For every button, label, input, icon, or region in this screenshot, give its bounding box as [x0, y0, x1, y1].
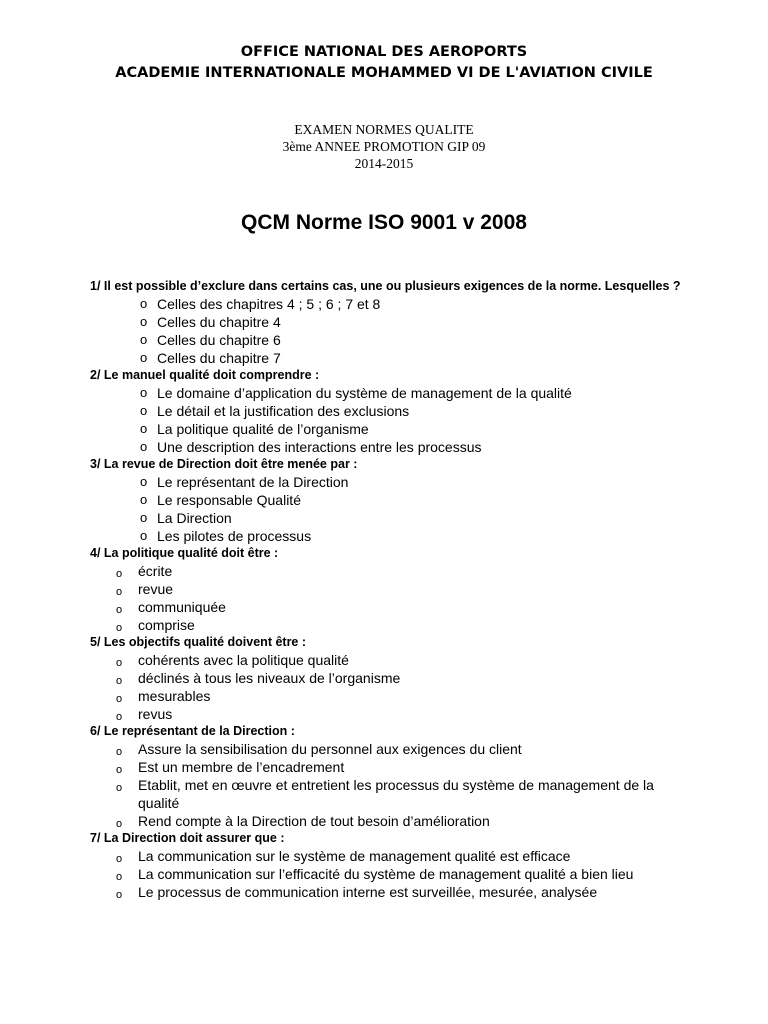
circle-bullet-icon: o [140, 314, 148, 329]
question-block [90, 830, 690, 901]
circle-bullet-icon: o [116, 746, 123, 758]
answer-list [90, 651, 690, 723]
exam-promotion: 3ème ANNEE PROMOTION GIP 09 [282, 139, 486, 154]
circle-bullet-icon: o [140, 421, 148, 436]
answer-list [90, 562, 690, 634]
answer-option [90, 509, 690, 527]
answer-list [90, 295, 690, 367]
circle-bullet-icon: o [140, 332, 148, 347]
answer-option [90, 883, 690, 901]
answer-text: Rend compte à la Direction de tout besoin d’amélioration [138, 813, 490, 829]
circle-bullet-icon: o [116, 568, 123, 580]
answer-option [90, 420, 690, 438]
circle-bullet-icon: o [116, 889, 123, 901]
answer-option [90, 847, 690, 865]
question-title: 1/ Il est possible d’exclure dans certains cas, une ou plusieurs exigences de la norme. Lesquelles ? [90, 279, 681, 293]
answer-option [90, 527, 690, 545]
answer-text: Une description des interactions entre les processus [157, 439, 482, 455]
question-title: 5/ Les objectifs qualité doivent être : [90, 635, 307, 649]
circle-bullet-icon: o [140, 403, 148, 418]
answer-option [90, 402, 690, 420]
answer-option [90, 295, 690, 313]
answer-option [90, 758, 690, 776]
question-list [90, 278, 690, 901]
circle-bullet-icon: o [116, 675, 123, 687]
circle-bullet-icon: o [116, 782, 123, 794]
answer-text: Celles du chapitre 7 [157, 350, 281, 366]
circle-bullet-icon: o [140, 296, 148, 311]
circle-bullet-icon: o [140, 492, 148, 507]
answer-option [90, 669, 690, 687]
question-block [90, 545, 690, 634]
answer-text: Etablit, met en œuvre et entretient les processus du système de management de la qualité [138, 777, 654, 811]
answer-text: revus [138, 706, 173, 722]
question-block [90, 456, 690, 545]
answer-option [90, 580, 690, 598]
answer-option [90, 562, 690, 580]
circle-bullet-icon: o [140, 528, 148, 543]
answer-text: Le détail et la justification des exclusions [157, 403, 410, 419]
circle-bullet-icon: o [116, 711, 123, 723]
circle-bullet-icon: o [140, 385, 148, 400]
question-title: 6/ Le représentant de la Direction : [90, 724, 295, 738]
answer-text: Le processus de communication interne est surveillée, mesurée, analysée [138, 884, 598, 900]
question-block [90, 278, 690, 367]
answer-list [90, 384, 690, 456]
question-title: 4/ La politique qualité doit être : [90, 546, 279, 560]
answer-text: La politique qualité de l’organisme [157, 421, 369, 437]
circle-bullet-icon: o [140, 510, 148, 525]
exam-title: EXAMEN NORMES QUALITE [294, 122, 474, 137]
answer-list [90, 740, 690, 830]
circle-bullet-icon: o [116, 586, 123, 598]
answer-option [90, 598, 690, 616]
answer-option [90, 740, 690, 758]
answer-text: La Direction [157, 510, 232, 526]
org-name: OFFICE NATIONAL DES AEROPORTS [240, 44, 528, 60]
answer-option [90, 313, 690, 331]
answer-text: Le domaine d’application du système de management de la qualité [157, 385, 572, 401]
exam-year: 2014-2015 [354, 156, 414, 171]
answer-text: La communication sur le système de management qualité est efficace [138, 848, 571, 864]
question-block [90, 634, 690, 723]
answer-option [90, 438, 690, 456]
question-title: 3/ La revue de Direction doit être menée par : [90, 457, 358, 471]
answer-text: communiquée [138, 599, 226, 615]
answer-option [90, 473, 690, 491]
answer-text: Est un membre de l’encadrement [138, 759, 345, 775]
answer-option [90, 812, 690, 830]
answer-text: La communication sur l’efficacité du système de management qualité a bien lieu [138, 866, 634, 882]
answer-text: déclinés à tous les niveaux de l’organisme [138, 670, 401, 686]
answer-option [90, 616, 690, 634]
answer-text: mesurables [138, 688, 211, 704]
answer-option [90, 705, 690, 723]
circle-bullet-icon: o [140, 350, 148, 365]
answer-option [90, 384, 690, 402]
question-block [90, 367, 690, 456]
answer-option [90, 349, 690, 367]
circle-bullet-icon: o [116, 764, 123, 776]
institution-header [0, 42, 768, 84]
circle-bullet-icon: o [116, 853, 123, 865]
answer-text: écrite [138, 563, 173, 579]
answer-text: Celles du chapitre 6 [157, 332, 281, 348]
circle-bullet-icon: o [116, 818, 123, 830]
question-block [90, 723, 690, 830]
question-title: 7/ La Direction doit assurer que : [90, 831, 285, 845]
answer-text: Le représentant de la Direction [157, 474, 349, 490]
circle-bullet-icon: o [116, 693, 123, 705]
answer-text: Les pilotes de processus [157, 528, 312, 544]
answer-text: Celles du chapitre 4 [157, 314, 281, 330]
answer-option [90, 865, 690, 883]
circle-bullet-icon: o [140, 439, 148, 454]
circle-bullet-icon: o [116, 657, 123, 669]
answer-text: Le responsable Qualité [157, 492, 301, 508]
answer-text: comprise [138, 617, 195, 633]
answer-option [90, 491, 690, 509]
answer-text: cohérents avec la politique qualité [138, 652, 349, 668]
answer-list [90, 473, 690, 545]
exam-info [0, 121, 768, 172]
answer-option [90, 687, 690, 705]
question-title: 2/ Le manuel qualité doit comprendre : [90, 368, 320, 382]
circle-bullet-icon: o [116, 604, 123, 616]
answer-option [90, 331, 690, 349]
answer-text: revue [138, 581, 174, 597]
answer-text: Celles des chapitres 4 ; 5 ; 6 ; 7 et 8 [157, 296, 381, 312]
page-title: QCM Norme ISO 9001 v 2008 [241, 211, 527, 234]
answer-text: Assure la sensibilisation du personnel aux exigences du client [138, 741, 522, 757]
circle-bullet-icon: o [116, 871, 123, 883]
answer-list [90, 847, 690, 901]
answer-option [90, 651, 690, 669]
circle-bullet-icon: o [140, 474, 148, 489]
answer-option [90, 776, 690, 812]
academy-name: ACADEMIE INTERNATIONALE MOHAMMED VI DE L'AVIATION CIVILE [115, 65, 653, 81]
circle-bullet-icon: o [116, 622, 123, 634]
